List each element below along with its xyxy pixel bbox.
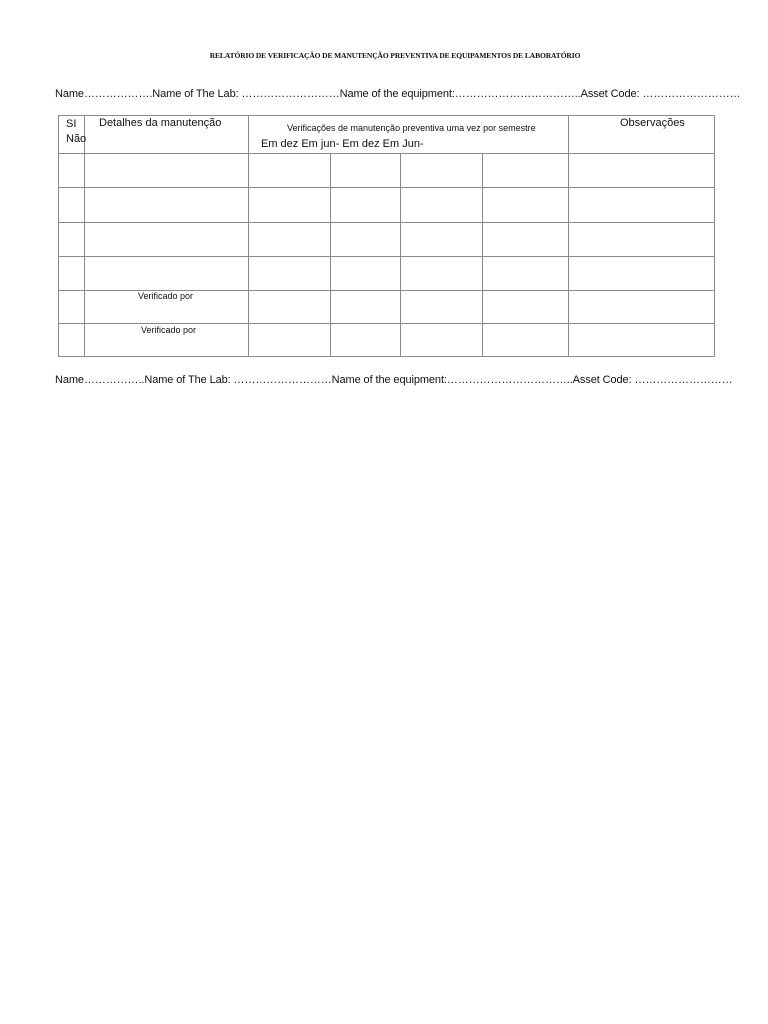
- table-border-right: [714, 115, 715, 357]
- header-detalhes: Detalhes da manutenção: [99, 117, 222, 129]
- info-line-top: Name……………….Name of The Lab: ………………………Name of the equipment:……………………………..Asset Code: ………………………: [55, 88, 741, 100]
- table-col-divider: [568, 115, 569, 357]
- info-line-bottom: Name……………..Name of The Lab: ………………………Name of the equipment:……………………………..Asset Code: ………………………: [55, 374, 733, 386]
- table-row-divider: [58, 323, 715, 324]
- table-col-divider: [84, 115, 85, 357]
- table-col-divider: [400, 153, 401, 357]
- table-border-left: [58, 115, 59, 357]
- header-nao: Não: [66, 133, 87, 145]
- header-observacoes: Observações: [620, 117, 685, 129]
- maintenance-table: [58, 115, 715, 357]
- row-verificado-por-1: Verificado por: [138, 291, 194, 301]
- table-border-bottom: [58, 356, 715, 357]
- table-col-divider: [482, 153, 483, 357]
- table-row-divider: [58, 187, 715, 188]
- table-row-divider: [58, 153, 715, 154]
- header-periods: Em dez Em jun- Em dez Em Jun-: [261, 138, 424, 150]
- row-verificado-por-2: Verificado por: [141, 325, 197, 335]
- table-col-divider: [248, 115, 249, 357]
- header-si: SI: [66, 118, 77, 130]
- table-row-divider: [58, 256, 715, 257]
- table-col-divider: [330, 153, 331, 357]
- document-title: RELATÓRIO DE VERIFICAÇÃO DE MANUTENÇÃO PREVENTIVA DE EQUIPAMENTOS DE LABORATÓRIO: [209, 51, 581, 60]
- header-verificacoes: Verificações de manutenção preventiva uma vez por semestre: [287, 122, 536, 134]
- table-border-top: [58, 115, 715, 116]
- table-row-divider: [58, 222, 715, 223]
